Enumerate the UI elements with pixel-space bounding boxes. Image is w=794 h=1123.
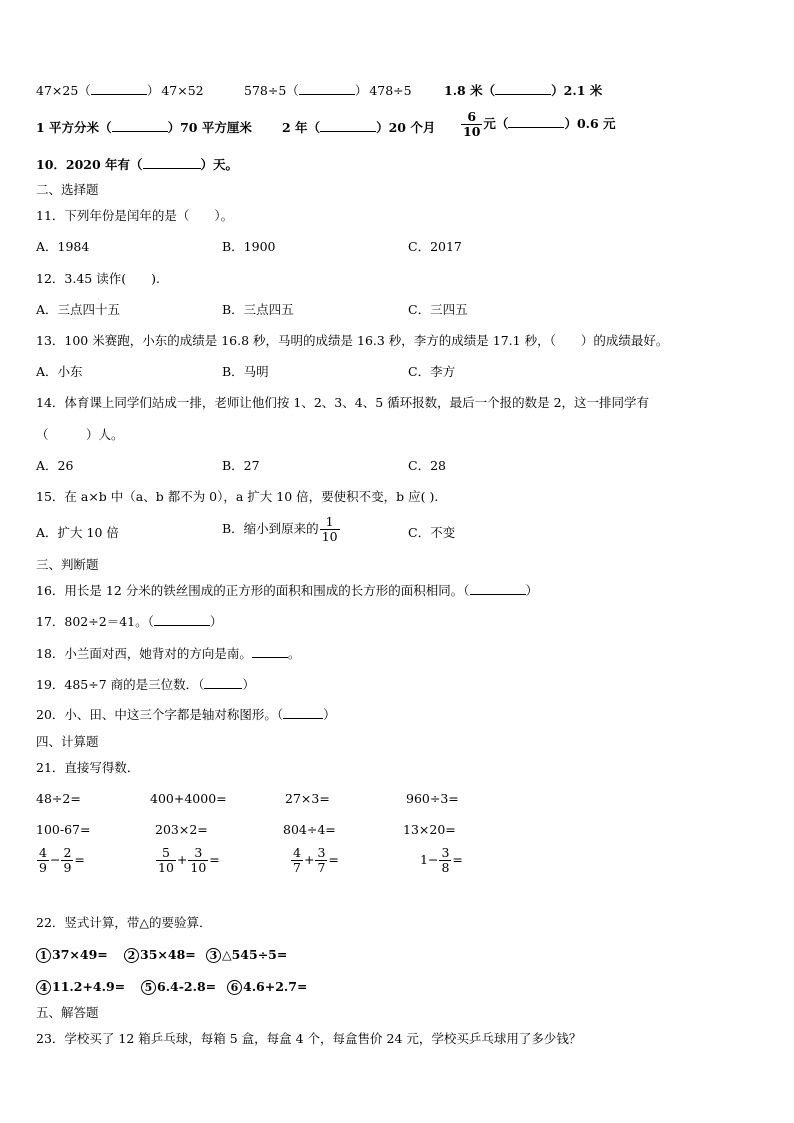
question-18: 18．小兰面对西，她背对的方向是南。 。 [36, 646, 301, 661]
answer-blank[interactable] [91, 83, 147, 95]
vertical-calc-item: 5 6.4-2.8= [141, 979, 216, 995]
option-a[interactable]: A．26 [36, 458, 74, 473]
calc-item: 27×3= [285, 791, 330, 806]
calc-item: 804÷4= [283, 822, 336, 837]
answer-blank[interactable] [470, 583, 526, 595]
answer-blank[interactable] [283, 707, 323, 719]
answer-blank[interactable] [320, 120, 376, 132]
calc-item: 203×2= [155, 822, 208, 837]
option-c[interactable]: C．三四五 [408, 302, 468, 317]
answer-blank[interactable] [508, 116, 564, 128]
answer-blank[interactable] [299, 83, 355, 95]
calc-item: 400+4000= [150, 791, 227, 806]
option-c[interactable]: C．不变 [408, 525, 456, 540]
option-a[interactable]: A．1984 [36, 239, 90, 254]
vertical-calc-item: 4 11.2+4.9= [36, 979, 125, 995]
calc-item: 100-67= [36, 822, 91, 837]
compare-item-1: 47×25（ ） 47×52 [36, 83, 204, 98]
answer-blank[interactable] [112, 120, 168, 132]
question-13: 13．100 米赛跑，小东的成绩是 16.8 秒，马明的成绩是 16.3 秒，李方的成绩是 17.1 秒，（ ）的成绩最好。 [36, 333, 669, 348]
section-heading: 四、计算题 [36, 734, 99, 749]
fraction-calc-3: $\frac{4}{7}$ + $\frac{3}{7}$ = [293, 845, 339, 875]
answer-blank[interactable] [204, 677, 242, 689]
fraction: $\frac{6}{10}$ [463, 109, 481, 139]
question-19: 19．485÷7 商的是三位数．（ ） [36, 677, 255, 692]
answer-blank[interactable] [252, 646, 288, 658]
question-22: 22．竖式计算，带△的要验算． [36, 915, 212, 930]
vertical-calc-item: 1 37×49= [36, 947, 108, 963]
fraction-calc-4: 1− $\frac{3}{8}$ = [420, 845, 463, 875]
compare-item-5: 2 年（ ）20 个月 [282, 120, 436, 135]
question-11: 11．下列年份是闰年的是（ ）。 [36, 208, 234, 223]
option-b[interactable]: B．马明 [222, 364, 269, 379]
answer-blank[interactable] [495, 83, 551, 95]
option-a[interactable]: A．扩大 10 倍 [36, 525, 119, 540]
question-15: 15．在 a×b 中（a、b 都不为 0），a 扩大 10 倍，要使积不变，b 应( ). [36, 489, 439, 504]
option-b[interactable]: B．1900 [222, 239, 276, 254]
compare-item-4: 1 平方分米（ ）70 平方厘米 [36, 120, 252, 135]
option-a[interactable]: A．三点四十五 [36, 302, 121, 317]
question-14-cont: （ ）人。 [36, 427, 124, 442]
option-b[interactable]: B．缩小到原来的 $\frac{1}{10}$ [222, 514, 338, 544]
option-a[interactable]: A．小东 [36, 364, 83, 379]
option-c[interactable]: C．李方 [408, 364, 456, 379]
question-23: 23．学校买了 12 箱乒乓球，每箱 5 盒，每盒 4 个，每盒售价 24 元，学校买乒乓球用了多少钱？ [36, 1031, 582, 1046]
option-c[interactable]: C．2017 [408, 239, 462, 254]
question-21: 21．直接写得数． [36, 760, 140, 775]
calc-item: 48÷2= [36, 791, 81, 806]
section-heading: 三、判断题 [36, 557, 99, 572]
fraction: $\frac{1}{10}$ [321, 514, 338, 544]
fraction-calc-1: $\frac{4}{9}$ − $\frac{2}{9}$ = [39, 845, 85, 875]
vertical-calc-item: 3 △545÷5= [206, 947, 287, 963]
vertical-calc-item: 2 35×48= [124, 947, 196, 963]
question-17: 17．802÷2＝41。（ ） [36, 614, 223, 629]
section-heading: 五、解答题 [36, 1005, 99, 1020]
compare-item-6: $\frac{6}{10}$ 元（ ）0.6 元 [463, 109, 616, 139]
compare-item-3: 1.8 米（ ）2.1 米 [444, 83, 603, 98]
question-14: 14．体育课上同学们站成一排，老师让他们按 1、2、3、4、5 循环报数，最后一个报的数是 2，这一排同学有 [36, 395, 650, 410]
vertical-calc-item: 6 4.6+2.7= [227, 979, 307, 995]
calc-item: 960÷3= [406, 791, 459, 806]
answer-blank[interactable] [154, 614, 210, 626]
calc-item: 13×20= [403, 822, 456, 837]
option-b[interactable]: B．27 [222, 458, 260, 473]
option-c[interactable]: C．28 [408, 458, 446, 473]
section-heading: 二、选择题 [36, 182, 99, 197]
question-16: 16．用长是 12 分米的铁丝围成的正方形的面积和围成的长方形的面积相同。（ ） [36, 583, 539, 598]
question-12: 12．3.45 读作( ). [36, 271, 160, 286]
option-b[interactable]: B．三点四五 [222, 302, 294, 317]
question-10: 10．2020 年有（ ）天。 [36, 157, 239, 172]
fraction-calc-2: $\frac{5}{10}$ + $\frac{3}{10}$ = [158, 845, 220, 875]
compare-item-2: 578÷5（ ） 478÷5 [244, 83, 412, 98]
question-20: 20．小、田、中这三个字都是轴对称图形。（ ） [36, 707, 336, 722]
answer-blank[interactable] [143, 157, 201, 169]
